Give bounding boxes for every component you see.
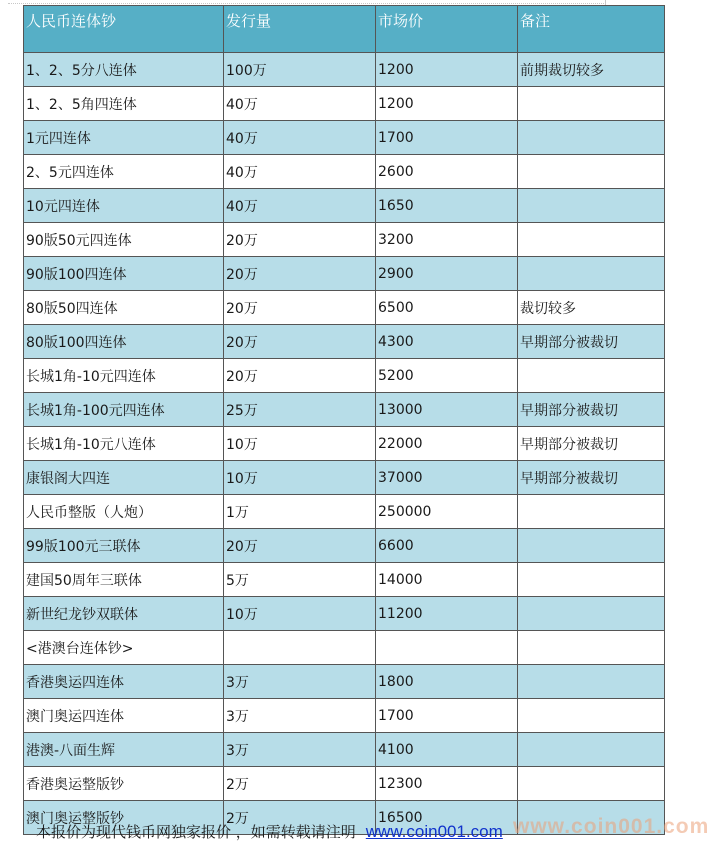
table-row xyxy=(24,325,665,359)
cell-market-price: 16500 xyxy=(376,801,518,835)
cell-name: 人民币整版（人炮） xyxy=(24,495,224,529)
cell-name: 90版100四连体 xyxy=(24,257,224,291)
table-row xyxy=(24,461,665,495)
cell-name: 建国50周年三联体 xyxy=(24,563,224,597)
cell-market-price: 4300 xyxy=(376,325,518,359)
cell-market-price: 12300 xyxy=(376,767,518,801)
cell-market-price: 3200 xyxy=(376,223,518,257)
cell-name: 香港奥运四连体 xyxy=(24,665,224,699)
cell-market-price: 1700 xyxy=(376,699,518,733)
cell-market-price: 6600 xyxy=(376,529,518,563)
cell-issue-volume: 40万 xyxy=(224,121,376,155)
cell-remarks xyxy=(518,223,665,257)
cell-issue-volume: 10万 xyxy=(224,427,376,461)
cell-market-price: 11200 xyxy=(376,597,518,631)
cell-issue-volume: 40万 xyxy=(224,87,376,121)
cell-name: 澳门奥运四连体 xyxy=(24,699,224,733)
cell-market-price: 2600 xyxy=(376,155,518,189)
cell-name: 长城1角-10元四连体 xyxy=(24,359,224,393)
cell-market-price: 4100 xyxy=(376,733,518,767)
price-table xyxy=(23,5,665,835)
cell-remarks xyxy=(518,699,665,733)
cell-issue-volume: 2万 xyxy=(224,767,376,801)
header-remarks: 备注 xyxy=(518,6,665,53)
cell-market-price: 2900 xyxy=(376,257,518,291)
cell-market-price xyxy=(376,631,518,665)
cell-market-price: 6500 xyxy=(376,291,518,325)
table-row xyxy=(24,563,665,597)
footer-text: 本报价为现代钱币网独家报价 ，如需转载请注明 xyxy=(36,823,356,841)
table-row xyxy=(24,53,665,87)
cell-issue-volume: 10万 xyxy=(224,461,376,495)
cell-issue-volume: 20万 xyxy=(224,291,376,325)
cell-issue-volume: 20万 xyxy=(224,359,376,393)
table-row xyxy=(24,767,665,801)
cell-name: 2、5元四连体 xyxy=(24,155,224,189)
cell-issue-volume: 3万 xyxy=(224,699,376,733)
table-row xyxy=(24,257,665,291)
table-row xyxy=(24,189,665,223)
cell-name: 康银阁大四连 xyxy=(24,461,224,495)
cell-market-price: 14000 xyxy=(376,563,518,597)
cell-market-price: 1650 xyxy=(376,189,518,223)
footer-link[interactable]: www.coin001.com xyxy=(365,822,503,841)
cell-issue-volume: 3万 xyxy=(224,733,376,767)
cell-name: 新世纪龙钞双联体 xyxy=(24,597,224,631)
cell-remarks xyxy=(518,359,665,393)
cell-remarks: 早期部分被裁切 xyxy=(518,461,665,495)
cell-market-price: 37000 xyxy=(376,461,518,495)
cell-remarks: 裁切较多 xyxy=(518,291,665,325)
cell-issue-volume: 3万 xyxy=(224,665,376,699)
cell-issue-volume: 5万 xyxy=(224,563,376,597)
table-row xyxy=(24,529,665,563)
cell-remarks: 早期部分被裁切 xyxy=(518,427,665,461)
cell-name: 1元四连体 xyxy=(24,121,224,155)
table-row xyxy=(24,597,665,631)
cell-remarks xyxy=(518,121,665,155)
footer-note xyxy=(36,821,503,849)
cell-market-price: 1200 xyxy=(376,87,518,121)
cell-name: 港澳-八面生辉 xyxy=(24,733,224,767)
cell-name: 80版50四连体 xyxy=(24,291,224,325)
cell-remarks: 早期部分被裁切 xyxy=(518,325,665,359)
header-issue-volume: 发行量 xyxy=(224,6,376,53)
cell-issue-volume: 20万 xyxy=(224,325,376,359)
cell-issue-volume xyxy=(224,631,376,665)
table-row xyxy=(24,155,665,189)
table-row xyxy=(24,393,665,427)
cell-issue-volume: 10万 xyxy=(224,597,376,631)
cell-remarks xyxy=(518,257,665,291)
table-row xyxy=(24,631,665,665)
cell-issue-volume: 40万 xyxy=(224,189,376,223)
table-row xyxy=(24,87,665,121)
table-body xyxy=(24,53,665,835)
cell-name: 香港奥运整版钞 xyxy=(24,767,224,801)
cell-issue-volume: 20万 xyxy=(224,529,376,563)
cell-name: 80版100四连体 xyxy=(24,325,224,359)
table-row xyxy=(24,291,665,325)
cell-name: 长城1角-100元四连体 xyxy=(24,393,224,427)
table-row xyxy=(24,495,665,529)
cell-issue-volume: 20万 xyxy=(224,257,376,291)
cell-market-price: 1700 xyxy=(376,121,518,155)
cell-name: 10元四连体 xyxy=(24,189,224,223)
cell-name: 1、2、5分八连体 xyxy=(24,53,224,87)
page-margin-line xyxy=(8,3,606,4)
cell-remarks xyxy=(518,155,665,189)
cell-remarks xyxy=(518,631,665,665)
table-row xyxy=(24,223,665,257)
cell-name: 90版50元四连体 xyxy=(24,223,224,257)
cell-market-price: 1800 xyxy=(376,665,518,699)
cell-remarks xyxy=(518,597,665,631)
table-row xyxy=(24,121,665,155)
cell-remarks xyxy=(518,665,665,699)
cell-remarks: 前期裁切较多 xyxy=(518,53,665,87)
watermark-logo: www.coin001.com xyxy=(513,815,709,838)
table-row xyxy=(24,733,665,767)
cell-name: 澳门奥运整版钞 xyxy=(24,801,224,835)
cell-name: 长城1角-10元八连体 xyxy=(24,427,224,461)
cell-name: <港澳台连体钞> xyxy=(24,631,224,665)
cell-issue-volume: 20万 xyxy=(224,223,376,257)
cell-remarks: 早期部分被裁切 xyxy=(518,393,665,427)
cell-market-price: 250000 xyxy=(376,495,518,529)
cell-market-price: 22000 xyxy=(376,427,518,461)
cell-market-price: 5200 xyxy=(376,359,518,393)
cell-issue-volume: 1万 xyxy=(224,495,376,529)
cell-name: 1、2、5角四连体 xyxy=(24,87,224,121)
table-header-row xyxy=(24,6,665,53)
cell-remarks xyxy=(518,189,665,223)
cell-issue-volume: 100万 xyxy=(224,53,376,87)
table-row xyxy=(24,699,665,733)
header-market-price: 市场价 xyxy=(376,6,518,53)
cell-name: 99版100元三联体 xyxy=(24,529,224,563)
cell-remarks xyxy=(518,563,665,597)
cell-remarks xyxy=(518,529,665,563)
cell-issue-volume: 25万 xyxy=(224,393,376,427)
table-row xyxy=(24,427,665,461)
cell-issue-volume: 2万 xyxy=(224,801,376,835)
cell-remarks xyxy=(518,495,665,529)
cell-market-price: 1200 xyxy=(376,53,518,87)
table-row xyxy=(24,665,665,699)
cell-market-price: 13000 xyxy=(376,393,518,427)
cell-remarks xyxy=(518,87,665,121)
cell-issue-volume: 40万 xyxy=(224,155,376,189)
cell-remarks xyxy=(518,767,665,801)
table-row xyxy=(24,359,665,393)
header-name: 人民币连体钞 xyxy=(24,6,224,53)
cell-remarks xyxy=(518,733,665,767)
